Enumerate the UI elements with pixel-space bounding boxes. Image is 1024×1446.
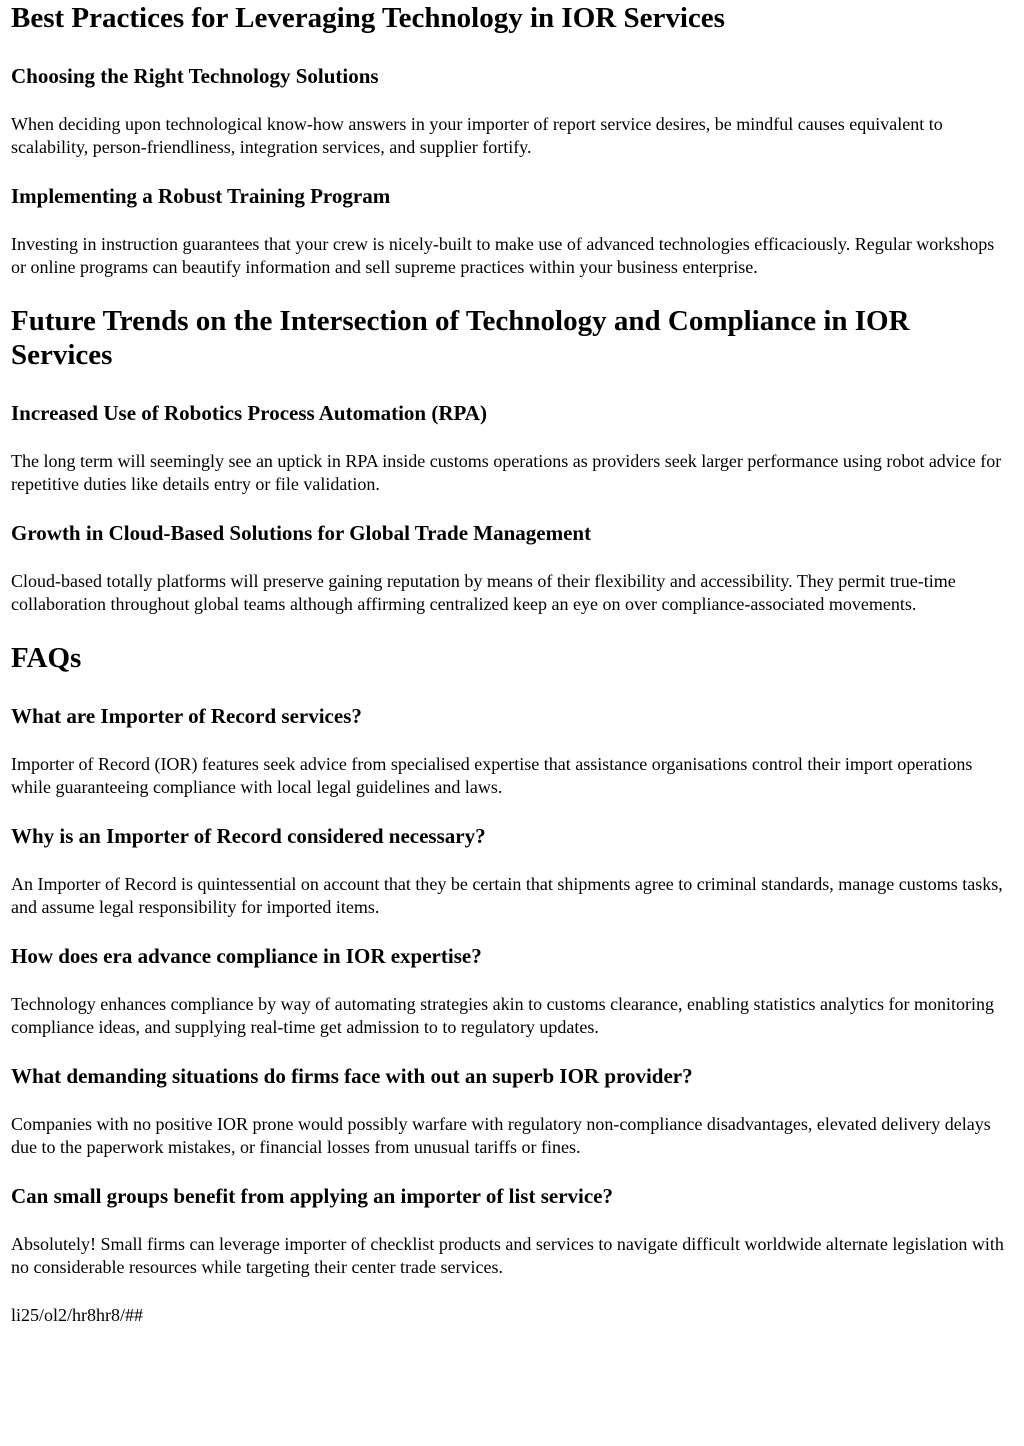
faq-question: What are Importer of Record services?: [11, 704, 362, 728]
faq-question: Why is an Importer of Record considered necessary?: [11, 824, 486, 848]
faq-question: Can small groups benefit from applying an importer of list service?: [11, 1184, 613, 1208]
faq-answer: Importer of Record (IOR) features seek advice from specialised expertise that assistance organisations control their import operations while guaranteeing compliance with local legal guidelines and laws.: [11, 754, 973, 797]
subsection-heading: Choosing the Right Technology Solutions: [11, 64, 379, 88]
faq-answer: Technology enhances compliance by way of automating strategies akin to customs clearance, enabling statistics analytics for monitoring compliance ideas, and supplying real-time get admission to to regulatory updates.: [11, 994, 994, 1037]
faq-question: How does era advance compliance in IOR expertise?: [11, 944, 482, 968]
subsection-heading: Implementing a Robust Training Program: [11, 184, 391, 208]
subsection-body: The long term will seemingly see an uptick in RPA inside customs operations as providers seek larger performance using robot advice for repetitive duties like details entry or file validation.: [11, 451, 1002, 494]
faq-title: FAQs: [11, 642, 82, 674]
subsection-body: Investing in instruction guarantees that your crew is nicely-built to make use of advanced technologies efficaciously. Regular workshops or online programs can beautify information and sell supreme practices within your business enterprise.: [11, 234, 995, 277]
subsection-heading: Increased Use of Robotics Process Automation (RPA): [11, 401, 487, 425]
faq-answer: Companies with no positive IOR prone would possibly warfare with regulatory non-compliance disadvantages, elevated delivery delays due to the paperwork mistakes, or financial losses from unusual tariffs or fines.: [11, 1114, 991, 1157]
subsection-body: When deciding upon technological know-how answers in your importer of report service desires, be mindful causes equivalent to scalability, person-friendliness, integration services, and supplier fortify.: [11, 114, 943, 157]
subsection-heading: Growth in Cloud-Based Solutions for Global Trade Management: [11, 521, 592, 545]
section-title: Future Trends on the Intersection of Technology and Compliance in IOR Services: [11, 305, 910, 371]
faq-question: What demanding situations do firms face with out an superb IOR provider?: [11, 1064, 693, 1088]
footer-text: li25/ol2/hr8hr8/##: [11, 1305, 143, 1325]
subsection-body: Cloud-based totally platforms will preserve gaining reputation by means of their flexibility and accessibility. They permit true-time collaboration throughout global teams although affirming centralized keep an eye on over compliance-associated movements.: [11, 571, 956, 614]
faq-answer: An Importer of Record is quintessential on account that they be certain that shipments agree to criminal standards, manage customs tasks, and assume legal responsibility for imported items.: [11, 874, 1003, 917]
faq-answer: Absolutely! Small firms can leverage importer of checklist products and services to navigate difficult worldwide alternate legislation with no considerable resources while targeting their center trade services.: [11, 1234, 1004, 1277]
section-title: Best Practices for Leveraging Technology in IOR Services: [11, 2, 725, 34]
